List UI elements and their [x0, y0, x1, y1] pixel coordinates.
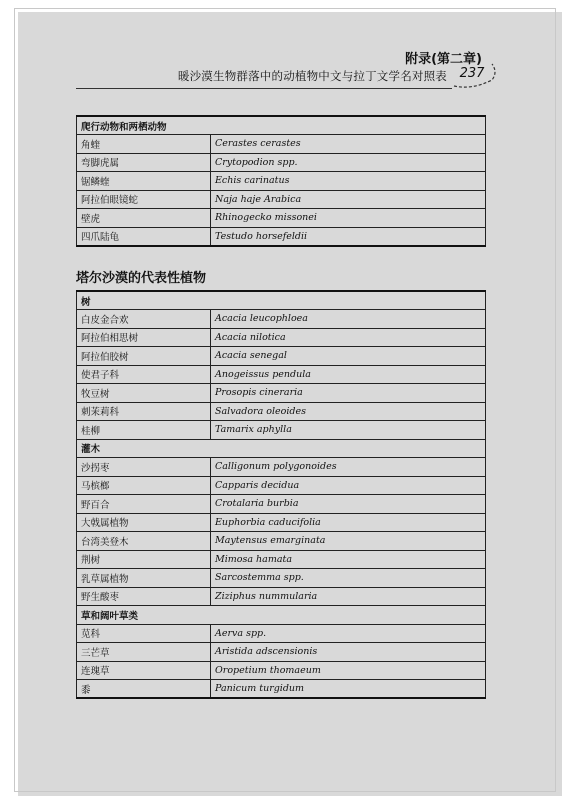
- table-row: [77, 347, 486, 366]
- latin-name-cell: Capparis decidua: [211, 476, 486, 495]
- table-row: [77, 550, 486, 569]
- table-row: [77, 680, 486, 699]
- table-row: [77, 310, 486, 329]
- table-row: [77, 458, 486, 477]
- chinese-name-cell: 四爪陆龟: [77, 227, 211, 246]
- latin-name-cell: Tamarix aphylla: [211, 421, 486, 440]
- chinese-name-cell: 三芒草: [77, 643, 211, 662]
- category-label: 灌木: [77, 439, 486, 458]
- latin-name-cell: Testudo horsefeldii: [211, 227, 486, 246]
- latin-name-cell: Acacia senegal: [211, 347, 486, 366]
- table-row: [77, 661, 486, 680]
- table-row: [77, 569, 486, 588]
- chinese-name-cell: 阿拉伯胶树: [77, 347, 211, 366]
- table-row: [77, 532, 486, 551]
- category-row: [77, 606, 486, 625]
- reptile-amphibian-table: [76, 115, 486, 247]
- chinese-name-cell: 刺茉莉科: [77, 402, 211, 421]
- latin-name-cell: Acacia nilotica: [211, 328, 486, 347]
- category-label: 爬行动物和两栖动物: [77, 116, 486, 135]
- latin-name-cell: Sarcostemma spp.: [211, 569, 486, 588]
- chinese-name-cell: 乳草属植物: [77, 569, 211, 588]
- chinese-name-cell: 壁虎: [77, 209, 211, 228]
- chinese-name-cell: 弯脚虎属: [77, 153, 211, 172]
- chinese-name-cell: 连瑰草: [77, 661, 211, 680]
- category-label: 草和阔叶草类: [77, 606, 486, 625]
- page-number: 237: [459, 66, 485, 81]
- category-label: 树: [77, 291, 486, 310]
- chinese-name-cell: 白皮金合欢: [77, 310, 211, 329]
- latin-name-cell: Rhinogecko missonei: [211, 209, 486, 228]
- table-row: [77, 172, 486, 191]
- chapter-heading: 附录(第二章): [405, 52, 482, 67]
- chinese-name-cell: 野百合: [77, 495, 211, 514]
- table-row: [77, 365, 486, 384]
- chinese-name-cell: 桂柳: [77, 421, 211, 440]
- chinese-name-cell: 阿拉伯相思树: [77, 328, 211, 347]
- latin-name-cell: Salvadora oleoides: [211, 402, 486, 421]
- section-title: 塔尔沙漠的代表性植物: [76, 271, 207, 286]
- thar-plants-table: [76, 290, 486, 699]
- chinese-name-cell: 角蝰: [77, 135, 211, 154]
- chinese-name-cell: 苋科: [77, 624, 211, 643]
- latin-name-cell: Ziziphus nummularia: [211, 587, 486, 606]
- page-number-badge: [452, 60, 498, 92]
- chinese-name-cell: 阿拉伯眼镜蛇: [77, 190, 211, 209]
- table-row: [77, 643, 486, 662]
- latin-name-cell: Aerva spp.: [211, 624, 486, 643]
- table-row: [77, 402, 486, 421]
- latin-name-cell: Euphorbia caducifolia: [211, 513, 486, 532]
- table-row: [77, 421, 486, 440]
- table-row: [77, 328, 486, 347]
- table-row: [77, 209, 486, 228]
- latin-name-cell: Maytensus emarginata: [211, 532, 486, 551]
- header-rule: [76, 88, 452, 89]
- table-row: [77, 495, 486, 514]
- latin-name-cell: Prosopis cineraria: [211, 384, 486, 403]
- category-row: [77, 116, 486, 135]
- latin-name-cell: Crytopodion spp.: [211, 153, 486, 172]
- table-row: [77, 513, 486, 532]
- latin-name-cell: Mimosa hamata: [211, 550, 486, 569]
- table-row: [77, 476, 486, 495]
- table-row: [77, 135, 486, 154]
- chinese-name-cell: 牧豆树: [77, 384, 211, 403]
- category-row: [77, 291, 486, 310]
- latin-name-cell: Acacia leucophloea: [211, 310, 486, 329]
- latin-name-cell: Echis carinatus: [211, 172, 486, 191]
- table-row: [77, 384, 486, 403]
- chinese-name-cell: 马槟榔: [77, 476, 211, 495]
- chinese-name-cell: 黍: [77, 680, 211, 699]
- latin-name-cell: Calligonum polygonoides: [211, 458, 486, 477]
- latin-name-cell: Aristida adscensionis: [211, 643, 486, 662]
- table-row: [77, 190, 486, 209]
- latin-name-cell: Crotalaria burbia: [211, 495, 486, 514]
- latin-name-cell: Anogeissus pendula: [211, 365, 486, 384]
- chinese-name-cell: 使君子科: [77, 365, 211, 384]
- latin-name-cell: Cerastes cerastes: [211, 135, 486, 154]
- latin-name-cell: Oropetium thomaeum: [211, 661, 486, 680]
- running-header-title: 暖沙漠生物群落中的动植物中文与拉丁文学名对照表: [177, 69, 447, 83]
- chinese-name-cell: 荆树: [77, 550, 211, 569]
- latin-name-cell: Panicum turgidum: [211, 680, 486, 699]
- table-row: [77, 587, 486, 606]
- chinese-name-cell: 野生酸枣: [77, 587, 211, 606]
- table-row: [77, 624, 486, 643]
- table-row: [77, 227, 486, 246]
- table-row: [77, 153, 486, 172]
- latin-name-cell: Naja haje Arabica: [211, 190, 486, 209]
- chinese-name-cell: 锯鳞蝰: [77, 172, 211, 191]
- chinese-name-cell: 台湾美登木: [77, 532, 211, 551]
- category-row: [77, 439, 486, 458]
- chinese-name-cell: 沙拐枣: [77, 458, 211, 477]
- chinese-name-cell: 大戟属植物: [77, 513, 211, 532]
